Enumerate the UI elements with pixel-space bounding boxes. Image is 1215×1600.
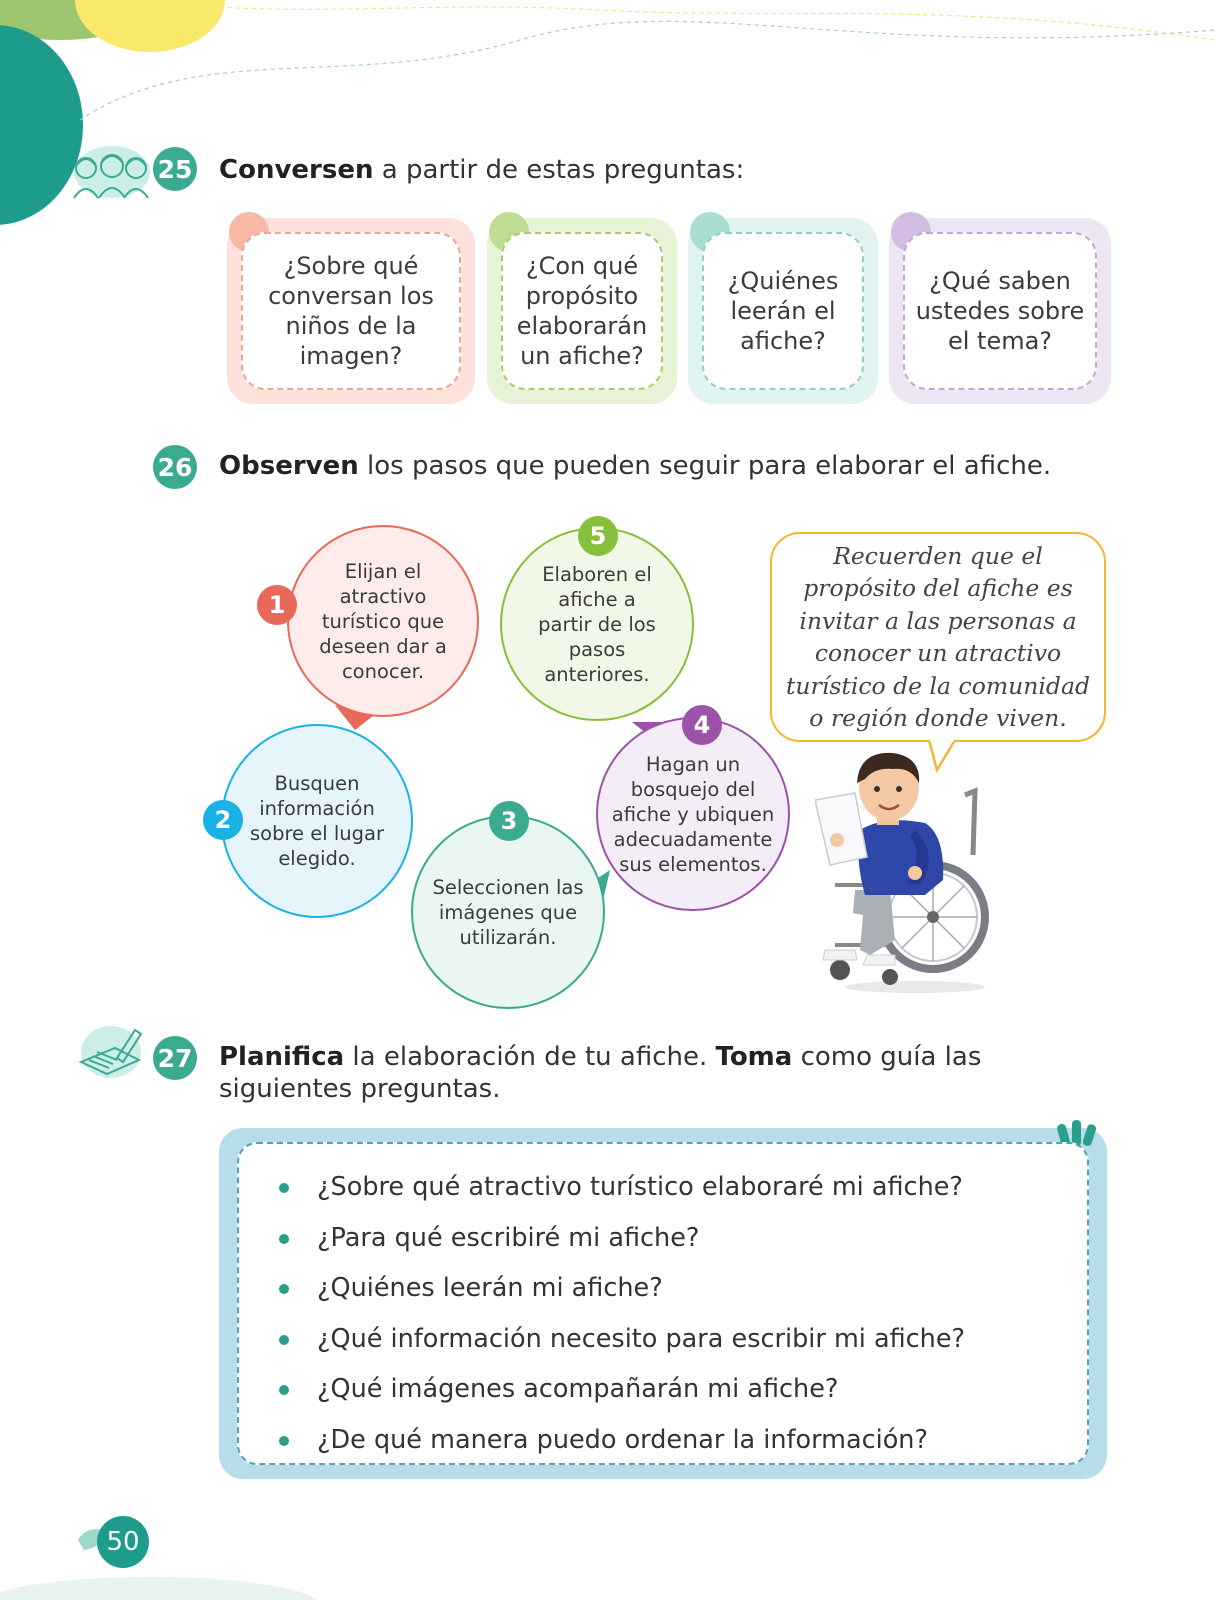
instruction-verb: Planifica xyxy=(219,1042,345,1072)
step-number-5: 5 xyxy=(578,516,618,556)
instruction-verb: Observen xyxy=(219,451,359,481)
planning-question: ¿De qué manera puedo ordenar la información? xyxy=(279,1415,965,1466)
reminder-text: Recuerden que el propósito del afiche es invitar a las personas a conocer un atractivo turístico de la comunidad o región donde viven. xyxy=(785,541,1091,732)
step-circle-4 xyxy=(596,717,790,911)
page-number: 50 xyxy=(97,1516,149,1568)
instruction-text: a partir de estas preguntas: xyxy=(373,155,745,185)
planning-question: ¿Qué información necesito para escribir mi afiche? xyxy=(279,1314,965,1365)
question-text: ¿Qué saben ustedes sobre el tema? xyxy=(903,232,1097,390)
planning-questions-inner xyxy=(237,1142,1089,1465)
step-number-3: 3 xyxy=(489,801,529,841)
planning-question: ¿Qué imágenes acompañarán mi afiche? xyxy=(279,1364,965,1415)
question-text: ¿Con qué propósito elaborarán un afiche? xyxy=(501,232,663,390)
instruction-text: la elaboración de tu afiche. xyxy=(344,1042,716,1072)
instruction-verb: Conversen xyxy=(219,155,374,185)
step-number-1: 1 xyxy=(257,585,297,625)
step-text: Hagan un bosquejo del afiche y ubiquen adecuadamente sus elementos. xyxy=(611,752,775,876)
planning-question: ¿Para qué escribiré mi afiche? xyxy=(279,1213,965,1264)
question-text: ¿Sobre qué conversan los niños de la imagen? xyxy=(241,232,461,390)
step-text: Elaboren el afiche a partir de los pasos anteriores. xyxy=(538,562,656,686)
step-circle-2 xyxy=(221,724,413,918)
planning-question: ¿Sobre qué atractivo turístico elaboraré mi afiche? xyxy=(279,1162,965,1213)
activity-number-badge: 25 xyxy=(153,147,197,191)
step-circle-1 xyxy=(287,525,479,717)
activity-number-badge: 26 xyxy=(153,445,197,489)
activity-instruction xyxy=(219,1041,1099,1105)
step-circle-3 xyxy=(411,815,605,1009)
step-number-4: 4 xyxy=(682,705,722,745)
planning-questions-list xyxy=(279,1162,965,1465)
planning-question: ¿Quiénes leerán mi afiche? xyxy=(279,1263,965,1314)
instruction-verb-2: Toma xyxy=(715,1042,793,1072)
activity-number-badge: 27 xyxy=(153,1036,197,1080)
step-number-2: 2 xyxy=(203,800,243,840)
planning-questions-box xyxy=(219,1128,1107,1479)
instruction-text: los pasos que pueden seguir para elaborar el afiche. xyxy=(358,451,1052,481)
step-text: Busquen información sobre el lugar elegido. xyxy=(250,772,384,870)
question-text: ¿Quiénes leerán el afiche? xyxy=(702,232,864,390)
step-text: Elijan el atractivo turístico que deseen dar a conocer. xyxy=(319,559,447,683)
reminder-speech-bubble xyxy=(770,532,1106,742)
step-text: Seleccionen las imágenes que utilizarán. xyxy=(432,875,584,949)
instruction-text-2: como guía las siguientes preguntas. xyxy=(219,1042,982,1104)
writing-notebook-icon xyxy=(77,1020,145,1082)
step-circle-5 xyxy=(500,527,694,721)
child-wheelchair-illustration xyxy=(815,745,995,995)
